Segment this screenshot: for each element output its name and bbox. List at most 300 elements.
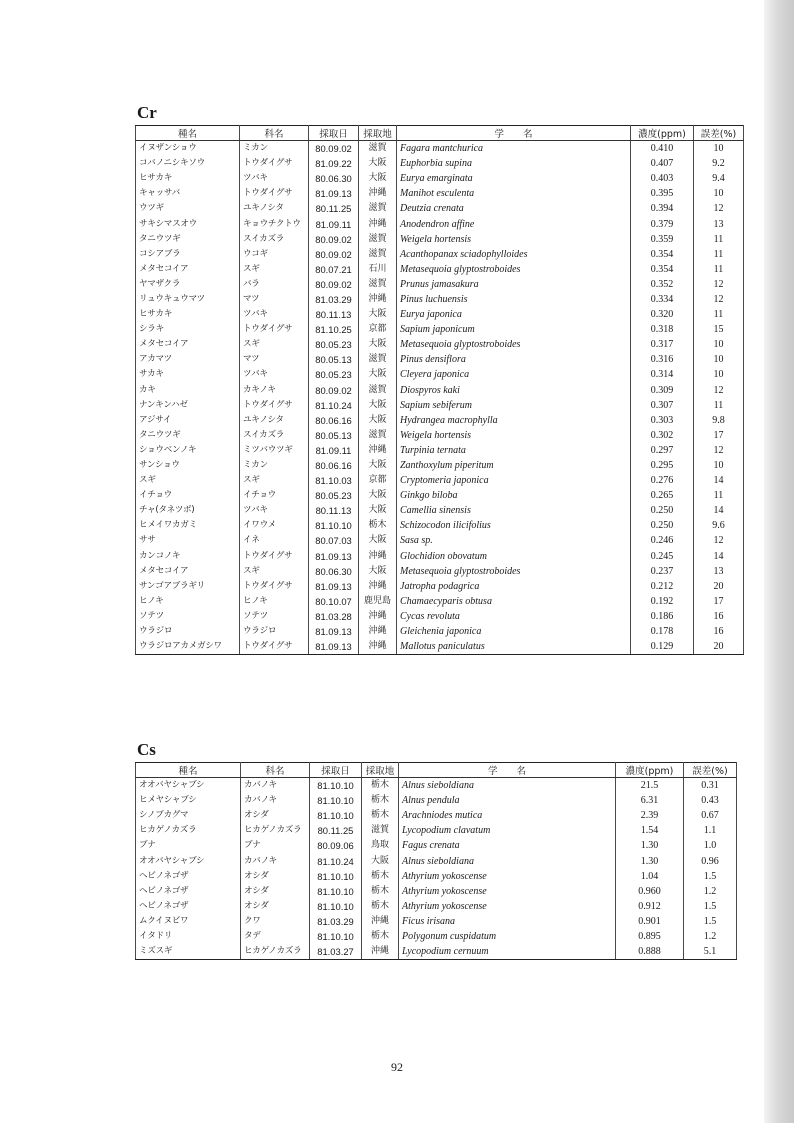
collection-site-cell: 大阪 xyxy=(359,488,397,503)
error-cell: 14 xyxy=(694,503,744,518)
species-name-cell: ウツギ xyxy=(136,201,240,216)
scientific-name-cell: Cycas revoluta xyxy=(397,609,631,624)
scientific-name-cell: Pinus densiflora xyxy=(397,352,631,367)
species-name-cell: カンコノキ xyxy=(136,549,240,564)
table-row xyxy=(136,838,737,853)
scientific-name-cell: Ficus irisana xyxy=(399,914,616,929)
family-name-cell: オシダ xyxy=(241,899,310,914)
header-family-name: 科名 xyxy=(241,763,310,778)
table-row xyxy=(136,579,744,594)
family-name-cell: トウダイグサ xyxy=(240,549,309,564)
concentration-cell: 0.186 xyxy=(631,609,694,624)
collection-site-cell: 栃木 xyxy=(362,793,399,808)
table-row xyxy=(136,277,744,292)
error-cell: 1.2 xyxy=(684,884,737,899)
species-name-cell: ヒノキ xyxy=(136,594,240,609)
collection-date-cell: 80.09.02 xyxy=(309,383,359,398)
table-row xyxy=(136,473,744,488)
error-cell: 17 xyxy=(694,594,744,609)
concentration-cell: 0.407 xyxy=(631,156,694,171)
collection-site-cell: 沖縄 xyxy=(362,944,399,960)
error-cell: 12 xyxy=(694,277,744,292)
collection-date-cell: 81.03.27 xyxy=(310,944,362,960)
species-name-cell: メタセコイア xyxy=(136,564,240,579)
error-cell: 11 xyxy=(694,398,744,413)
error-cell: 11 xyxy=(694,307,744,322)
species-name-cell: ショウベンノキ xyxy=(136,443,240,458)
scientific-name-cell: Glochidion obovatum xyxy=(397,549,631,564)
collection-date-cell: 81.10.10 xyxy=(310,778,362,794)
family-name-cell: ソテツ xyxy=(240,609,309,624)
table-row xyxy=(136,823,737,838)
table-row xyxy=(136,443,744,458)
family-name-cell: ツバキ xyxy=(240,367,309,382)
header-species-name: 種名 xyxy=(136,126,240,141)
collection-date-cell: 81.09.11 xyxy=(309,443,359,458)
collection-site-cell: 大阪 xyxy=(359,533,397,548)
species-name-cell: スギ xyxy=(136,473,240,488)
species-name-cell: ヒカゲノカズラ xyxy=(136,823,241,838)
error-cell: 11 xyxy=(694,488,744,503)
scientific-name-cell: Camellia sinensis xyxy=(397,503,631,518)
table-row xyxy=(136,383,744,398)
family-name-cell: ヒノキ xyxy=(240,594,309,609)
collection-date-cell: 81.09.22 xyxy=(309,156,359,171)
scientific-name-cell: Jatropha podagrica xyxy=(397,579,631,594)
collection-date-cell: 81.10.24 xyxy=(309,398,359,413)
collection-date-cell: 80.06.30 xyxy=(309,564,359,579)
species-name-cell: ソテツ xyxy=(136,609,240,624)
table-row xyxy=(136,533,744,548)
family-name-cell: オシダ xyxy=(241,808,310,823)
error-cell: 12 xyxy=(694,201,744,216)
collection-site-cell: 大阪 xyxy=(359,171,397,186)
table-row xyxy=(136,503,744,518)
family-name-cell: ミツバウツギ xyxy=(240,443,309,458)
table-row xyxy=(136,262,744,277)
family-name-cell: オシダ xyxy=(241,869,310,884)
table-row xyxy=(136,428,744,443)
error-cell: 13 xyxy=(694,564,744,579)
scientific-name-cell: Lycopodium clavatum xyxy=(399,823,616,838)
concentration-cell: 1.30 xyxy=(616,838,684,853)
species-name-cell: ウラジロ xyxy=(136,624,240,639)
family-name-cell: ウラジロ xyxy=(240,624,309,639)
scientific-name-cell: Eurya emarginata xyxy=(397,171,631,186)
error-cell: 10 xyxy=(694,141,744,157)
table-row xyxy=(136,352,744,367)
collection-date-cell: 80.11.13 xyxy=(309,503,359,518)
error-cell: 1.5 xyxy=(684,914,737,929)
header-concentration: 濃度(ppm) xyxy=(616,763,684,778)
error-cell: 16 xyxy=(694,624,744,639)
concentration-cell: 0.212 xyxy=(631,579,694,594)
collection-date-cell: 80.09.02 xyxy=(309,277,359,292)
header-scientific-name: 学 名 xyxy=(397,126,631,141)
collection-date-cell: 81.10.10 xyxy=(309,518,359,533)
species-name-cell: キャッサバ xyxy=(136,186,240,201)
collection-site-cell: 沖縄 xyxy=(362,914,399,929)
scientific-name-cell: Prunus jamasakura xyxy=(397,277,631,292)
concentration-cell: 0.316 xyxy=(631,352,694,367)
scientific-name-cell: Turpinia ternata xyxy=(397,443,631,458)
collection-site-cell: 栃木 xyxy=(362,929,399,944)
species-name-cell: ブナ xyxy=(136,838,241,853)
collection-site-cell: 沖縄 xyxy=(359,186,397,201)
header-error: 誤差(%) xyxy=(684,763,737,778)
concentration-cell: 0.403 xyxy=(631,171,694,186)
error-cell: 10 xyxy=(694,186,744,201)
collection-date-cell: 81.10.25 xyxy=(309,322,359,337)
concentration-cell: 0.318 xyxy=(631,322,694,337)
collection-date-cell: 81.03.28 xyxy=(309,609,359,624)
collection-date-cell: 80.09.02 xyxy=(309,141,359,157)
collection-date-cell: 80.05.23 xyxy=(309,337,359,352)
family-name-cell: ツバキ xyxy=(240,503,309,518)
concentration-cell: 0.245 xyxy=(631,549,694,564)
scientific-name-cell: Cryptomeria japonica xyxy=(397,473,631,488)
species-name-cell: ヘビノネゴザ xyxy=(136,899,241,914)
error-cell: 0.31 xyxy=(684,778,737,794)
collection-date-cell: 81.09.13 xyxy=(309,639,359,655)
concentration-cell: 0.192 xyxy=(631,594,694,609)
species-name-cell: ヤマザクラ xyxy=(136,277,240,292)
scientific-name-cell: Sapium japonicum xyxy=(397,322,631,337)
collection-date-cell: 81.10.10 xyxy=(310,899,362,914)
concentration-cell: 0.302 xyxy=(631,428,694,443)
species-name-cell: チャ(タネツボ) xyxy=(136,503,240,518)
concentration-cell: 0.295 xyxy=(631,458,694,473)
concentration-cell: 0.912 xyxy=(616,899,684,914)
error-cell: 13 xyxy=(694,216,744,231)
species-name-cell: サカキ xyxy=(136,367,240,382)
table-row xyxy=(136,639,744,655)
family-name-cell: イチョウ xyxy=(240,488,309,503)
error-cell: 20 xyxy=(694,639,744,655)
error-cell: 0.43 xyxy=(684,793,737,808)
table-row xyxy=(136,944,737,960)
species-name-cell: ササ xyxy=(136,533,240,548)
scientific-name-cell: Deutzia crenata xyxy=(397,201,631,216)
concentration-cell: 0.960 xyxy=(616,884,684,899)
scientific-name-cell: Euphorbia supina xyxy=(397,156,631,171)
collection-site-cell: 大阪 xyxy=(359,398,397,413)
family-name-cell: トウダイグサ xyxy=(240,156,309,171)
scientific-name-cell: Alnus sieboldiana xyxy=(399,778,616,794)
collection-date-cell: 81.10.24 xyxy=(310,853,362,868)
table-row xyxy=(136,247,744,262)
section-title-cr: Cr xyxy=(137,103,157,122)
header-collection-date: 採取日 xyxy=(309,126,359,141)
concentration-cell: 0.297 xyxy=(631,443,694,458)
family-name-cell: イワウメ xyxy=(240,518,309,533)
table-row xyxy=(136,201,744,216)
scientific-name-cell: Athyrium yokoscense xyxy=(399,869,616,884)
species-name-cell: イチョウ xyxy=(136,488,240,503)
species-name-cell: アジサイ xyxy=(136,413,240,428)
header-scientific-name: 学 名 xyxy=(399,763,616,778)
scientific-name-cell: Zanthoxylum piperitum xyxy=(397,458,631,473)
collection-site-cell: 沖縄 xyxy=(359,549,397,564)
family-name-cell: スギ xyxy=(240,337,309,352)
collection-site-cell: 沖縄 xyxy=(359,624,397,639)
collection-site-cell: 京都 xyxy=(359,322,397,337)
error-cell: 12 xyxy=(694,443,744,458)
error-cell: 1.0 xyxy=(684,838,737,853)
family-name-cell: ミカン xyxy=(240,458,309,473)
scientific-name-cell: Metasequoia glyptostroboides xyxy=(397,262,631,277)
concentration-cell: 0.317 xyxy=(631,337,694,352)
header-collection-site: 採取地 xyxy=(359,126,397,141)
family-name-cell: ミカン xyxy=(240,141,309,157)
scientific-name-cell: Gleichenia japonica xyxy=(397,624,631,639)
concentration-cell: 0.359 xyxy=(631,232,694,247)
collection-date-cell: 80.10.07 xyxy=(309,594,359,609)
error-cell: 14 xyxy=(694,473,744,488)
scientific-name-cell: Eurya japonica xyxy=(397,307,631,322)
concentration-cell: 2.39 xyxy=(616,808,684,823)
concentration-cell: 0.320 xyxy=(631,307,694,322)
concentration-cell: 0.394 xyxy=(631,201,694,216)
concentration-cell: 0.246 xyxy=(631,533,694,548)
collection-site-cell: 鹿児島 xyxy=(359,594,397,609)
collection-site-cell: 滋賀 xyxy=(359,383,397,398)
concentration-cell: 1.30 xyxy=(616,853,684,868)
collection-site-cell: 大阪 xyxy=(362,853,399,868)
error-cell: 1.2 xyxy=(684,929,737,944)
collection-site-cell: 沖縄 xyxy=(359,639,397,655)
table-row xyxy=(136,564,744,579)
header-error: 誤差(%) xyxy=(694,126,744,141)
scientific-name-cell: Alnus pendula xyxy=(399,793,616,808)
scientific-name-cell: Weigela hortensis xyxy=(397,232,631,247)
cs-table xyxy=(135,762,737,960)
page-number: 92 xyxy=(391,1060,403,1074)
collection-site-cell: 京都 xyxy=(359,473,397,488)
table-row xyxy=(136,549,744,564)
scientific-name-cell: Metasequoia glyptostroboides xyxy=(397,564,631,579)
collection-date-cell: 81.10.03 xyxy=(309,473,359,488)
species-name-cell: メタセコイア xyxy=(136,262,240,277)
collection-site-cell: 大阪 xyxy=(359,503,397,518)
header-collection-site: 採取地 xyxy=(362,763,399,778)
collection-date-cell: 81.03.29 xyxy=(310,914,362,929)
table-row xyxy=(136,232,744,247)
collection-date-cell: 81.10.10 xyxy=(310,808,362,823)
collection-site-cell: 沖縄 xyxy=(359,292,397,307)
collection-date-cell: 81.10.10 xyxy=(310,929,362,944)
scientific-name-cell: Pinus luchuensis xyxy=(397,292,631,307)
error-cell: 12 xyxy=(694,533,744,548)
family-name-cell: スイカズラ xyxy=(240,428,309,443)
concentration-cell: 0.237 xyxy=(631,564,694,579)
family-name-cell: マツ xyxy=(240,352,309,367)
family-name-cell: トウダイグサ xyxy=(240,398,309,413)
family-name-cell: ブナ xyxy=(241,838,310,853)
family-name-cell: オシダ xyxy=(241,884,310,899)
species-name-cell: コシアブラ xyxy=(136,247,240,262)
table-row xyxy=(136,853,737,868)
collection-site-cell: 栃木 xyxy=(362,778,399,794)
concentration-cell: 0.178 xyxy=(631,624,694,639)
scan-edge-shadow xyxy=(764,0,794,1123)
collection-date-cell: 80.11.13 xyxy=(309,307,359,322)
header-family-name: 科名 xyxy=(240,126,309,141)
error-cell: 1.5 xyxy=(684,869,737,884)
collection-date-cell: 80.06.30 xyxy=(309,171,359,186)
scientific-name-cell: Fagara mantchurica xyxy=(397,141,631,157)
collection-site-cell: 沖縄 xyxy=(359,579,397,594)
table-row xyxy=(136,292,744,307)
scientific-name-cell: Fagus crenata xyxy=(399,838,616,853)
species-name-cell: コバノニシキソウ xyxy=(136,156,240,171)
table-row xyxy=(136,778,737,794)
scientific-name-cell: Polygonum cuspidatum xyxy=(399,929,616,944)
error-cell: 11 xyxy=(694,232,744,247)
concentration-cell: 0.276 xyxy=(631,473,694,488)
scientific-name-cell: Sapium sebiferum xyxy=(397,398,631,413)
concentration-cell: 0.303 xyxy=(631,413,694,428)
concentration-cell: 0.352 xyxy=(631,277,694,292)
section-title-cs: Cs xyxy=(137,740,156,759)
header-concentration: 濃度(ppm) xyxy=(631,126,694,141)
concentration-cell: 0.354 xyxy=(631,262,694,277)
collection-date-cell: 81.03.29 xyxy=(309,292,359,307)
species-name-cell: ウラジロアカメガシワ xyxy=(136,639,240,655)
concentration-cell: 0.307 xyxy=(631,398,694,413)
family-name-cell: スイカズラ xyxy=(240,232,309,247)
family-name-cell: トウダイグサ xyxy=(240,579,309,594)
species-name-cell: カキ xyxy=(136,383,240,398)
collection-site-cell: 大阪 xyxy=(359,367,397,382)
error-cell: 1.1 xyxy=(684,823,737,838)
header-collection-date: 採取日 xyxy=(310,763,362,778)
table-row xyxy=(136,171,744,186)
species-name-cell: リュウキュウマツ xyxy=(136,292,240,307)
error-cell: 9.8 xyxy=(694,413,744,428)
concentration-cell: 0.129 xyxy=(631,639,694,655)
concentration-cell: 21.5 xyxy=(616,778,684,794)
species-name-cell: サンショウ xyxy=(136,458,240,473)
error-cell: 12 xyxy=(694,292,744,307)
table-row xyxy=(136,141,744,157)
error-cell: 9.4 xyxy=(694,171,744,186)
collection-date-cell: 81.09.13 xyxy=(309,579,359,594)
family-name-cell: ヒカゲノカズラ xyxy=(241,944,310,960)
concentration-cell: 0.888 xyxy=(616,944,684,960)
species-name-cell: タニウツギ xyxy=(136,232,240,247)
collection-site-cell: 沖縄 xyxy=(359,609,397,624)
family-name-cell: ツバキ xyxy=(240,171,309,186)
family-name-cell: クワ xyxy=(241,914,310,929)
scientific-name-cell: Lycopodium cernuum xyxy=(399,944,616,960)
error-cell: 1.5 xyxy=(684,899,737,914)
scientific-name-cell: Diospyros kaki xyxy=(397,383,631,398)
collection-date-cell: 81.10.10 xyxy=(310,884,362,899)
collection-date-cell: 80.07.21 xyxy=(309,262,359,277)
collection-date-cell: 80.11.25 xyxy=(310,823,362,838)
table-header-row xyxy=(136,126,744,141)
species-name-cell: サキシマスオウ xyxy=(136,216,240,231)
table-row xyxy=(136,929,737,944)
collection-date-cell: 80.09.02 xyxy=(309,232,359,247)
scientific-name-cell: Anodendron affine xyxy=(397,216,631,231)
error-cell: 14 xyxy=(694,549,744,564)
concentration-cell: 1.04 xyxy=(616,869,684,884)
family-name-cell: イネ xyxy=(240,533,309,548)
error-cell: 12 xyxy=(694,383,744,398)
table-row xyxy=(136,398,744,413)
concentration-cell: 0.334 xyxy=(631,292,694,307)
collection-site-cell: 滋賀 xyxy=(359,277,397,292)
collection-site-cell: 大阪 xyxy=(359,458,397,473)
error-cell: 11 xyxy=(694,247,744,262)
family-name-cell: スギ xyxy=(240,564,309,579)
collection-site-cell: 栃木 xyxy=(362,884,399,899)
species-name-cell: オオバヤシャブシ xyxy=(136,853,241,868)
table-row xyxy=(136,914,737,929)
family-name-cell: ユキノシタ xyxy=(240,201,309,216)
table-row xyxy=(136,156,744,171)
collection-site-cell: 滋賀 xyxy=(359,352,397,367)
concentration-cell: 0.379 xyxy=(631,216,694,231)
collection-site-cell: 栃木 xyxy=(359,518,397,533)
family-name-cell: トウダイグサ xyxy=(240,639,309,655)
collection-site-cell: 滋賀 xyxy=(359,201,397,216)
scientific-name-cell: Alnus sieboldiana xyxy=(399,853,616,868)
collection-date-cell: 80.05.13 xyxy=(309,428,359,443)
error-cell: 15 xyxy=(694,322,744,337)
collection-date-cell: 81.10.10 xyxy=(310,793,362,808)
concentration-cell: 0.314 xyxy=(631,367,694,382)
scientific-name-cell: Mallotus paniculatus xyxy=(397,639,631,655)
collection-date-cell: 81.09.13 xyxy=(309,549,359,564)
concentration-cell: 0.309 xyxy=(631,383,694,398)
table-row xyxy=(136,869,737,884)
collection-date-cell: 80.11.25 xyxy=(309,201,359,216)
family-name-cell: キョウチクトウ xyxy=(240,216,309,231)
table-row xyxy=(136,322,744,337)
collection-site-cell: 滋賀 xyxy=(359,141,397,157)
concentration-cell: 0.250 xyxy=(631,518,694,533)
collection-date-cell: 81.09.11 xyxy=(309,216,359,231)
cr-table xyxy=(135,125,744,655)
scientific-name-cell: Athyrium yokoscense xyxy=(399,884,616,899)
family-name-cell: カバノキ xyxy=(241,793,310,808)
error-cell: 9.6 xyxy=(694,518,744,533)
scientific-name-cell: Acanthopanax sciadophylloides xyxy=(397,247,631,262)
collection-date-cell: 80.07.03 xyxy=(309,533,359,548)
concentration-cell: 0.250 xyxy=(631,503,694,518)
species-name-cell: ヒメヤシャブシ xyxy=(136,793,241,808)
collection-site-cell: 滋賀 xyxy=(359,428,397,443)
concentration-cell: 6.31 xyxy=(616,793,684,808)
scientific-name-cell: Weigela hortensis xyxy=(397,428,631,443)
table-row xyxy=(136,186,744,201)
family-name-cell: ウコギ xyxy=(240,247,309,262)
table-row xyxy=(136,216,744,231)
family-name-cell: マツ xyxy=(240,292,309,307)
scientific-name-cell: Ginkgo biloba xyxy=(397,488,631,503)
collection-site-cell: 大阪 xyxy=(359,156,397,171)
concentration-cell: 0.395 xyxy=(631,186,694,201)
error-cell: 0.67 xyxy=(684,808,737,823)
species-name-cell: ナンキンハゼ xyxy=(136,398,240,413)
scientific-name-cell: Cleyera japonica xyxy=(397,367,631,382)
species-name-cell: ヘビノネゴザ xyxy=(136,884,241,899)
table-row xyxy=(136,367,744,382)
error-cell: 10 xyxy=(694,367,744,382)
